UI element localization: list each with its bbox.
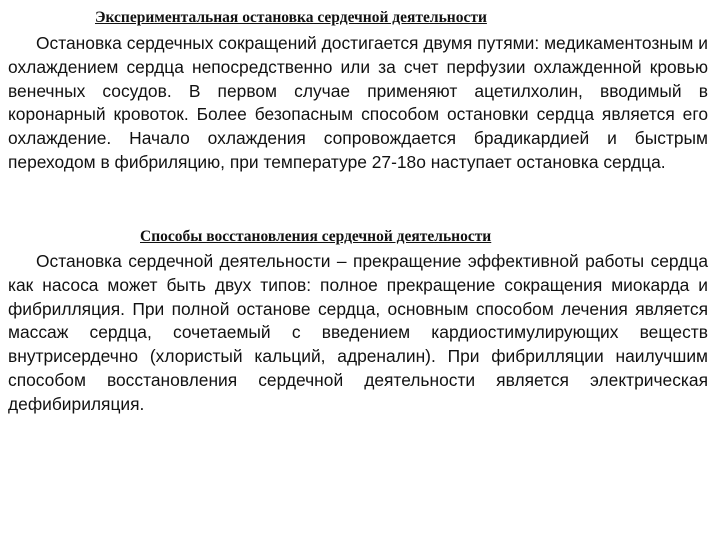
paragraph-cardiac-arrest-methods: Остановка сердечных сокращений достигается двумя путями: медикаментозным и охлаждением сердца непосредственно или за счет перфузии охлажденной кровью венечных сосудов. В первом случае применяют ацетилхолин, вводимый в коронарный кровоток. Более безопасным способом остановки сердца является его охлаждение. Начало охлаждения сопровождается брадикардией и быстрым переходом в фибриляцию, при температуре 27-18о наступает остановка сердца. bbox=[8, 33, 708, 172]
section-heading-cardiac-restoration: Способы восстановления сердечной деятельности bbox=[140, 228, 492, 245]
paragraph-cardiac-restoration-methods: Остановка сердечной деятельности – прекращение эффективной работы сердца как насоса может быть двух типов: полное прекращение сокращения миокарда и фибрилляция. При полной останове сердца, основным способом лечения является массаж сердца, сочетаемый с введением кардиостимулирующих веществ внутрисердечно (хлористый кальций, адреналин). При фибрилляции наилучшим способом восстановления сердечной деятельности является электрическая дефибириляция. bbox=[8, 251, 708, 414]
section-heading-experimental-cardiac-arrest: Экспериментальная остановка сердечной деятельности bbox=[95, 9, 487, 26]
